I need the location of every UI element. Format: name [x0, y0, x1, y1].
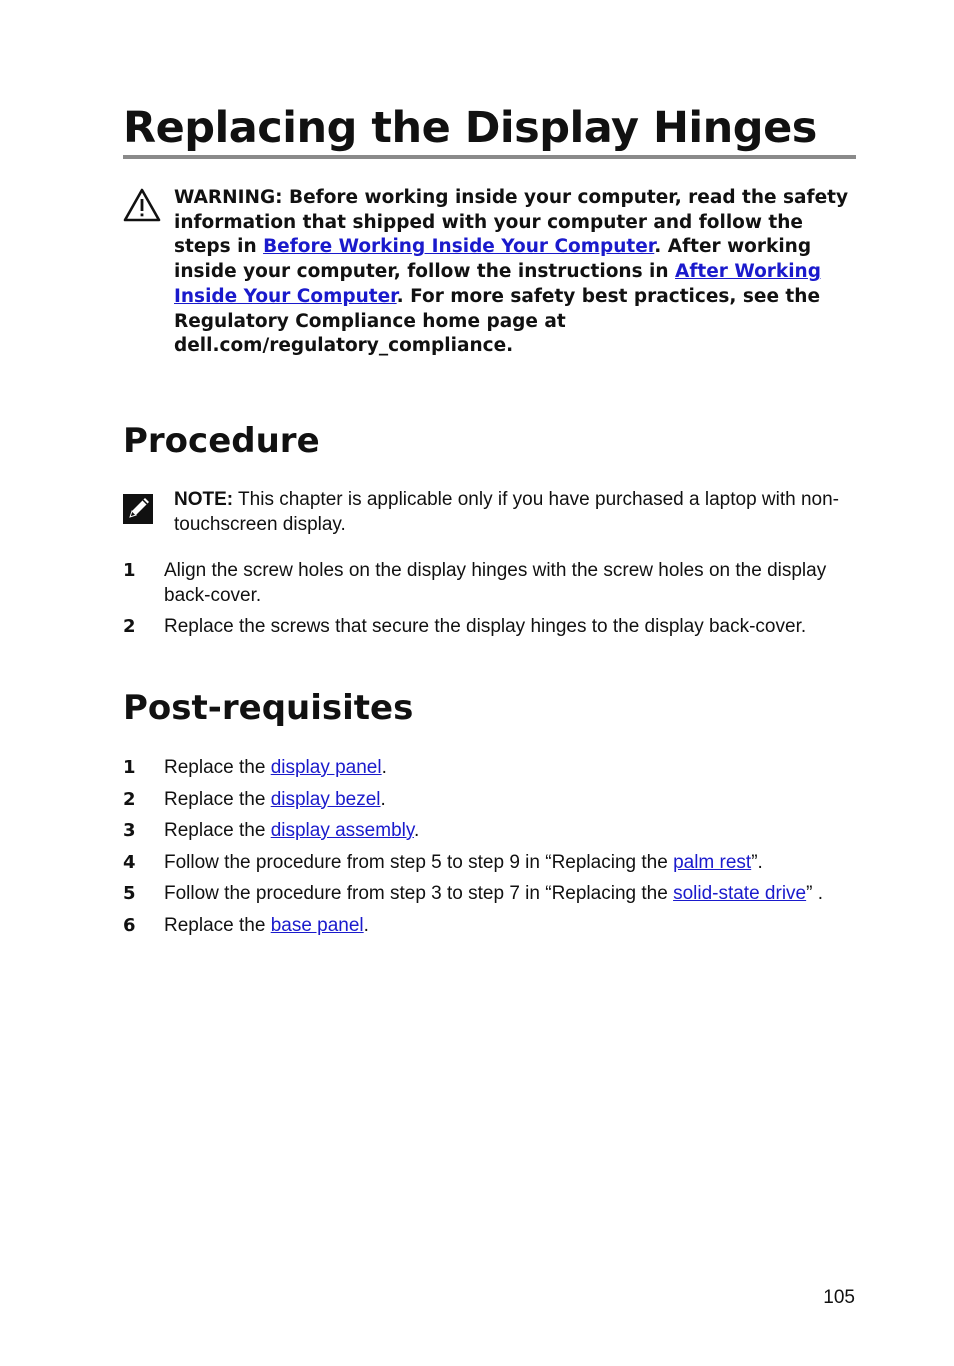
- title-underline: [123, 155, 856, 159]
- list-item: [123, 614, 843, 639]
- list-item: [123, 913, 843, 938]
- before-working-link[interactable]: Before Working Inside Your Computer: [263, 236, 655, 258]
- list-item: [123, 787, 843, 812]
- step-text: Replace the: [164, 757, 271, 778]
- display-bezel-link[interactable]: display bezel: [270, 788, 381, 810]
- step-text: Replace the: [164, 788, 271, 810]
- post-requisites-heading: Post-requisites: [123, 688, 414, 728]
- note-label: NOTE:: [174, 489, 234, 510]
- step-text: .: [363, 914, 369, 936]
- step-text: Replace the: [164, 914, 271, 936]
- note-body: This chapter is applicable only if you have purchased a laptop with non-touchscreen display.: [174, 489, 840, 535]
- warning-text-part: . After working inside your computer, follow the instructions in: [174, 236, 812, 283]
- procedure-heading: Procedure: [123, 421, 320, 461]
- solid-state-drive-link[interactable]: solid-state drive: [673, 883, 807, 904]
- note-text: [174, 487, 864, 537]
- step-text: Replace the: [164, 820, 271, 841]
- step-number: 1: [123, 757, 136, 778]
- warning-text-part: WARNING: Before working inside your computer, read the safety information that shipped with your computer and follow the steps in: [174, 187, 849, 258]
- after-working-link[interactable]: After Working Inside Your Computer: [174, 261, 821, 307]
- base-panel-link[interactable]: base panel: [270, 914, 364, 936]
- list-item: [123, 755, 843, 780]
- step-text: Follow the procedure from step 5 to step 9 in “Replacing the: [164, 851, 674, 873]
- note-pencil-icon: [122, 493, 154, 525]
- step-number: 4: [123, 851, 136, 873]
- step-text: Replace the screws that secure the display hinges to the display back-cover.: [164, 616, 807, 637]
- display-assembly-link[interactable]: display assembly: [270, 820, 414, 841]
- list-item: [123, 881, 843, 906]
- post-requisites-steps: [123, 755, 843, 938]
- page-title: Replacing the Display Hinges: [123, 103, 817, 153]
- step-text: .: [413, 820, 420, 841]
- page-number: 105: [823, 1287, 855, 1308]
- display-panel-link[interactable]: display panel: [270, 757, 382, 778]
- list-item: [123, 850, 843, 875]
- step-number: 3: [123, 820, 136, 841]
- warning-text: [174, 186, 864, 359]
- list-item: [123, 818, 843, 843]
- palm-rest-link[interactable]: palm rest: [673, 851, 752, 873]
- step-number: 2: [123, 616, 136, 637]
- step-text: Follow the procedure from step 3 to step 7 in “Replacing the: [164, 883, 674, 904]
- step-number: 6: [123, 914, 136, 936]
- step-text: ” .: [806, 883, 824, 904]
- list-item: [123, 558, 843, 608]
- step-number: 1: [123, 560, 136, 581]
- step-number: 2: [123, 788, 136, 810]
- procedure-steps: [123, 558, 843, 639]
- warning-triangle-icon: [122, 187, 162, 223]
- step-text: .: [381, 757, 387, 778]
- step-text: Align the screw holes on the display hinges with the screw holes on the display back-cover.: [164, 560, 827, 606]
- warning-text-part: . For more safety best practices, see the Regulatory Compliance home page at dell.com/regulatory_compliance.: [174, 285, 820, 357]
- step-number: 5: [123, 883, 136, 904]
- step-text: .: [380, 788, 386, 810]
- step-text: ”.: [751, 851, 763, 873]
